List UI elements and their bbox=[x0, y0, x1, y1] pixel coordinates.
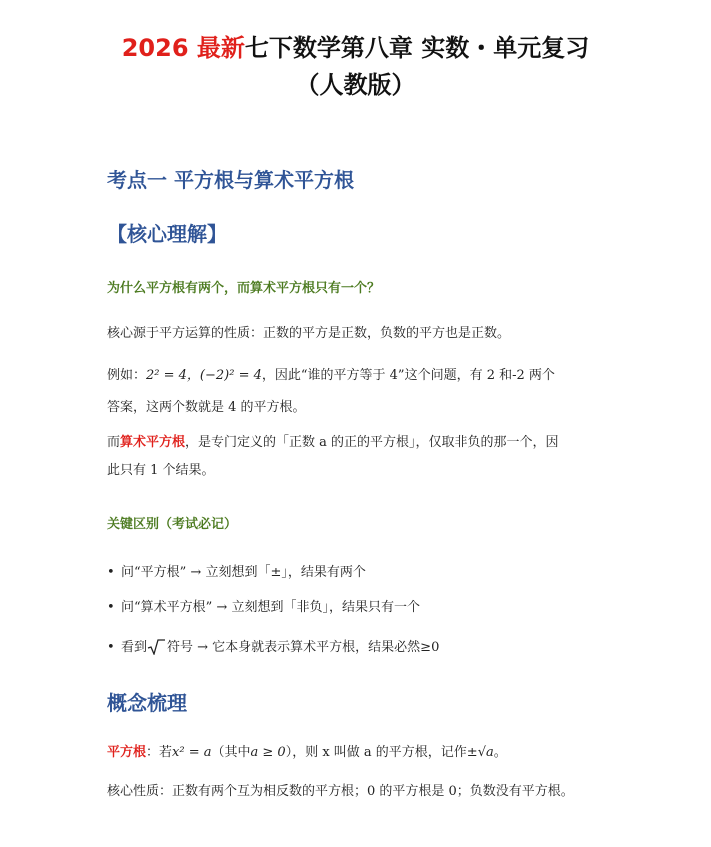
title-main: 七下数学第八章 实数・单元复习 bbox=[244, 34, 590, 62]
bullet-text-rest: 符号 → 它本身就表示算术平方根，结果必然≥0 bbox=[167, 640, 440, 655]
section1-heading: 考点一 平方根与算术平方根 bbox=[107, 168, 354, 192]
definition-square-root bbox=[107, 744, 607, 762]
bullet-dot-icon: • bbox=[107, 565, 115, 580]
example-prefix: 例如： bbox=[107, 368, 147, 383]
paragraph-core-source: 核心源于平方运算的性质：正数的平方是正数，负数的平方也是正数。 bbox=[107, 326, 511, 341]
arith-keyword: 算术平方根 bbox=[120, 435, 186, 450]
core-understanding-heading: 【核心理解】 bbox=[107, 222, 227, 246]
question-heading: 为什么平方根有两个，而算术平方根只有一个？ bbox=[107, 281, 381, 296]
bullet-text: 问“平方根” → 立刻想到「±」，结果有两个 bbox=[121, 565, 366, 580]
definition-text: 。 bbox=[493, 745, 507, 760]
arith-prefix: 而 bbox=[107, 435, 121, 450]
definition-text: ：若 bbox=[146, 745, 173, 760]
key-difference-heading: 关键区别（考试必记） bbox=[107, 517, 238, 532]
section2-heading: 概念梳理 bbox=[107, 691, 187, 715]
bullet-dot-icon: • bbox=[107, 600, 115, 615]
example-rest: ，因此“谁的平方等于 4”这个问题，有 2 和-2 两个 bbox=[261, 368, 555, 383]
document-title-line1 bbox=[0, 33, 711, 63]
bullet-text: 问“算术平方根” → 立刻想到「非负」，结果只有一个 bbox=[121, 600, 420, 615]
paragraph-example-line2: 答案，这两个数就是 4 的平方根。 bbox=[107, 400, 306, 415]
paragraph-arithmetic-root bbox=[107, 434, 607, 452]
paragraph-arithmetic-root-line2: 此只有 1 个结果。 bbox=[107, 463, 215, 478]
bullet-item-arithmetic-root bbox=[107, 596, 420, 615]
document-title-line2: （人教版） bbox=[295, 71, 416, 99]
bullet-item-square-root bbox=[107, 561, 366, 580]
definition-math: x² = a bbox=[172, 745, 212, 760]
core-property: 核心性质：正数有两个互为相反数的平方根；0 的平方根是 0；负数没有平方根。 bbox=[107, 784, 574, 799]
definition-math: a ≥ 0 bbox=[250, 745, 286, 760]
arith-rest: ，是专门定义的「正数 a 的正的平方根」，仅取非负的那一个，因 bbox=[185, 435, 559, 450]
definition-keyword: 平方根 bbox=[107, 745, 147, 760]
bullet-dot-icon: • bbox=[107, 640, 115, 655]
definition-text: ），则 x 叫做 a 的平方根，记作± bbox=[285, 745, 478, 760]
radical-sign-icon bbox=[147, 639, 161, 653]
paragraph-example bbox=[107, 367, 607, 385]
bullet-item-radical-sign bbox=[107, 636, 439, 655]
definition-math: √a bbox=[477, 745, 494, 760]
definition-text: （其中 bbox=[211, 745, 251, 760]
bullet-text-prefix: 看到 bbox=[121, 640, 148, 655]
example-math: 2² = 4，(−2)² = 4 bbox=[146, 368, 262, 383]
title-year-new: 2026 最新 bbox=[121, 34, 245, 62]
